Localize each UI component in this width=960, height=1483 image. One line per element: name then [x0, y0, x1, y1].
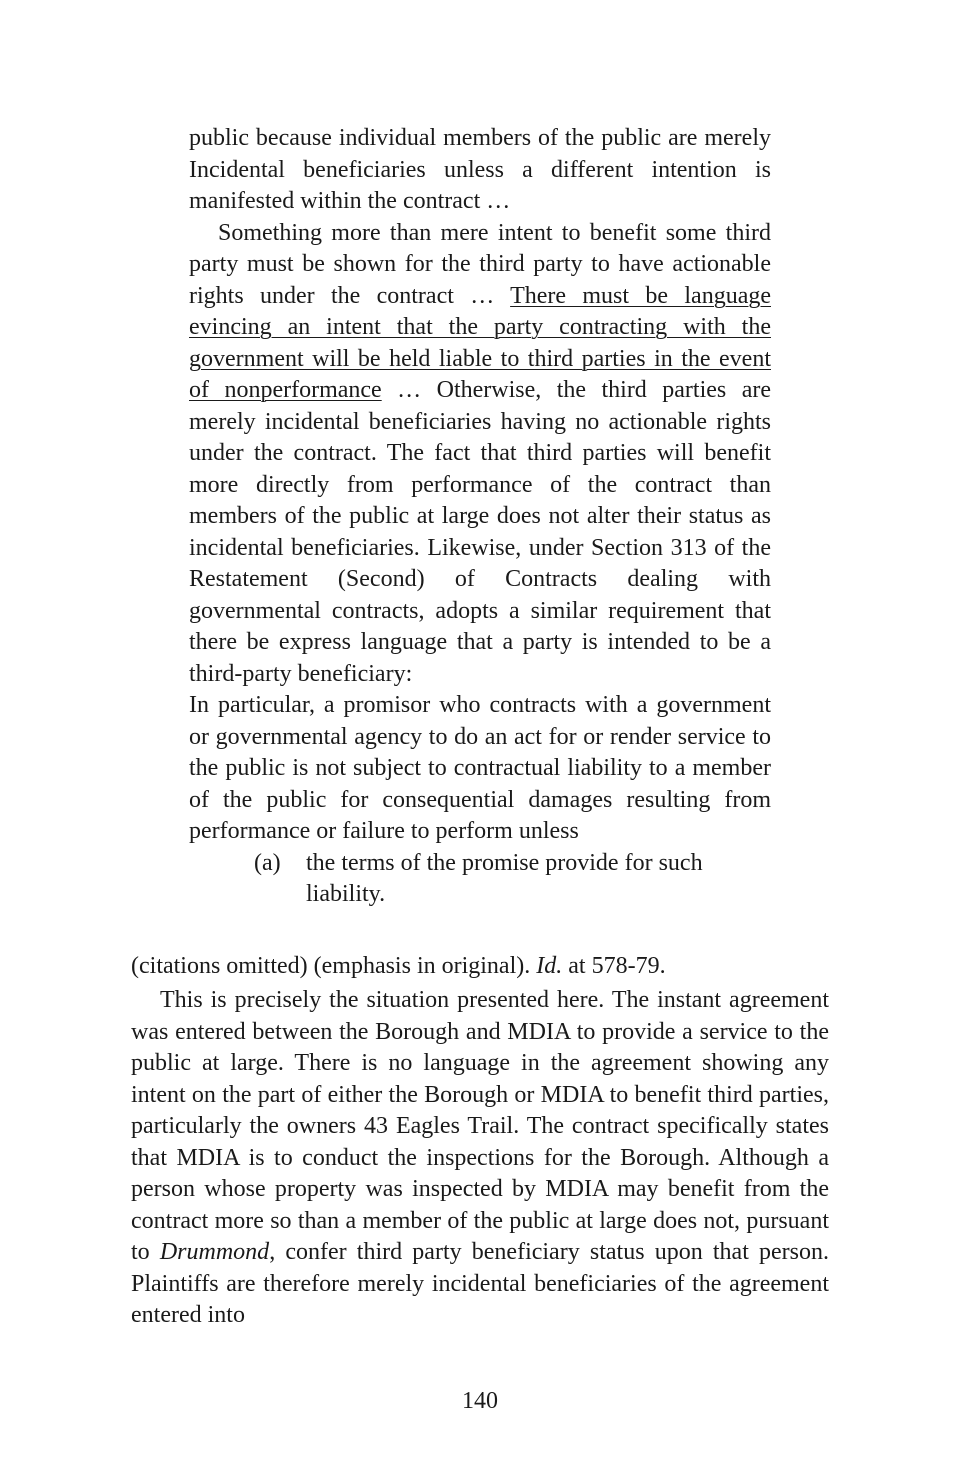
citation-id: Id.: [536, 953, 563, 979]
citation-pages: at 578-79.: [562, 953, 666, 979]
list-item-text: the terms of the promise provide for such liability.: [306, 849, 703, 907]
quote-paragraph-2-start: Something more than mere intent to benefit some third party must be shown for the third party to have actionable rights under the contract …: [189, 219, 771, 309]
body-paragraph: [131, 985, 829, 1332]
body-paragraph-start: This is precisely the situation presented here. The instant agreement was entered between the Borough and MDIA to provide a service to the public at large. There is no language in the agreement showing any intent on the part of either the Borough or MDIA to benefit third parties, particularly the owners 43 Eagles Trail. The contract specifically states that MDIA is to conduct the inspections for the Borough. Although a person whose property was inspected by MDIA may benefit from the contract more so than a member of the public at large does not, pursuant to: [131, 987, 829, 1265]
case-name: Drummond: [159, 1239, 270, 1265]
citation-text: (citations omitted) (emphasis in original).: [131, 953, 537, 979]
underlined-emphasis: There must be language evincing an intent that the party contracting with the government will be held liable to third parties in the event of nonperformance: [189, 282, 771, 403]
citation-line: [131, 951, 831, 983]
page-number: 140: [462, 1388, 498, 1414]
quote-paragraph-2-end: … Otherwise, the third parties are merely incidental beneficiaries having no actionable rights under the contract. The fact that third parties will benefit more directly from performance of the contract than members of the public at large does not alter their status as incidental beneficiaries. Likewise, under Section 313 of the Restatement (Second) of Contracts dealing with governmental contracts, adopts a similar requirement that there be express language that a party is intended to be a third-party beneficiary:: [189, 377, 771, 687]
block-quote: [189, 123, 771, 911]
quote-paragraph-1: public because individual members of the public are merely Incidental beneficiaries unless a different intention is manifested within the contract …: [189, 125, 771, 214]
restatement-quote: In particular, a promisor who contracts with a government or governmental agency to do an act for or render service to the public is not subject to contractual liability to a member of the public for consequential damages resulting from performance or failure to perform unless: [189, 692, 771, 844]
quote-paragraph-2: [189, 218, 771, 691]
list-item: [254, 848, 730, 911]
list-item-label: (a): [254, 849, 281, 876]
body-paragraph-end: , confer third party beneficiary status upon that person. Plaintiffs are therefore merely incidental beneficiaries of the agreement entered into: [131, 1239, 830, 1328]
